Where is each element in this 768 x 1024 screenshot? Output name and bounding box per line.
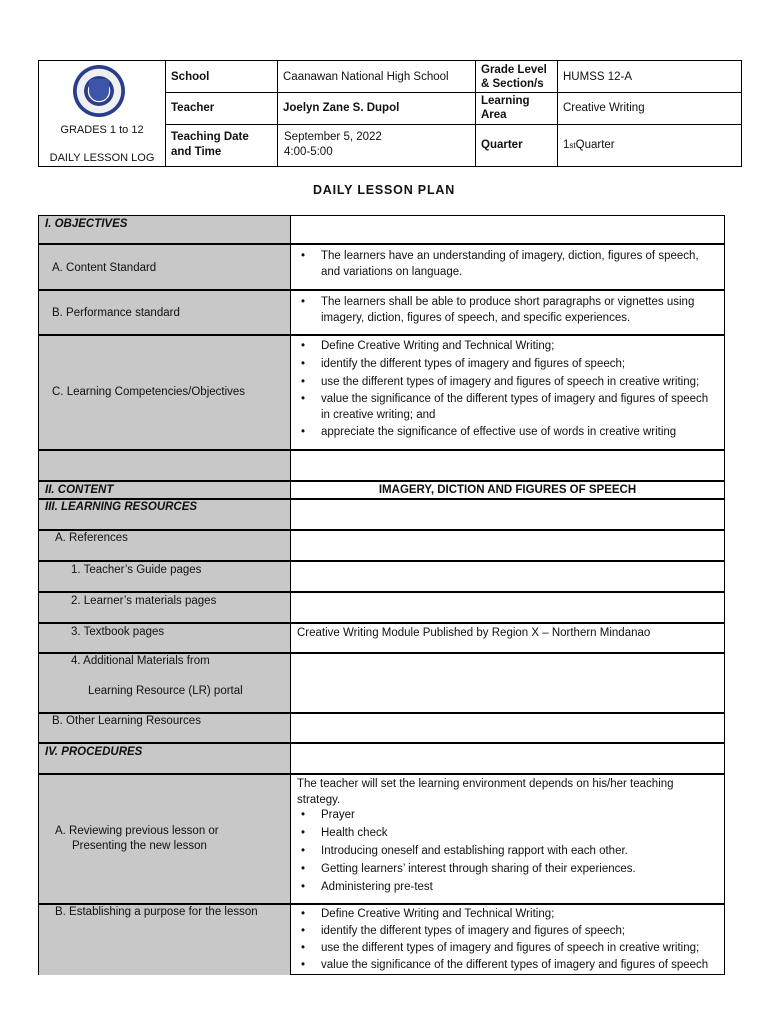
content-heading: II. CONTENT <box>45 484 114 496</box>
competency-item: • use the different types of imagery and figures of speech in creative writing; <box>299 373 716 391</box>
content-standard-label: A. Content Standard <box>52 262 157 274</box>
deped-seal-logo <box>73 65 125 117</box>
performance-standard-text: • The learners shall be able to produce short paragraphs or vignettes using imagery, diction, figures of speech, and specific experiences. <box>299 294 716 326</box>
teacher-label: Teacher <box>171 102 215 114</box>
resources-heading-row <box>38 499 725 530</box>
textbook-row <box>38 623 725 653</box>
procedure-item: • Prayer <box>299 807 716 823</box>
procedure-item: • Getting learners’ interest through sharing of their experiences. <box>299 861 716 877</box>
purpose-item: • Define Creative Writing and Technical Writing; <box>299 906 716 923</box>
establishing-purpose-row <box>38 904 725 975</box>
performance-standard-label: B. Performance standard <box>52 307 180 319</box>
content-row <box>38 481 725 499</box>
quarter-ordinal: st <box>569 140 576 150</box>
quarter-word: Quarter <box>575 139 615 151</box>
quarter-value <box>557 124 743 166</box>
additional-materials-label: 4. Additional Materials from <box>71 655 210 667</box>
purpose-item: • value the significance of the different types of imagery and figures of speech <box>299 957 716 974</box>
lr-portal-label: Learning Resource (LR) portal <box>88 685 243 697</box>
lesson-plan-table <box>38 215 725 975</box>
area-label: Learning Area <box>481 95 530 121</box>
header-table <box>38 60 742 167</box>
teachers-guide-row <box>38 561 725 592</box>
learners-materials-label: 2. Learner’s materials pages <box>71 595 217 607</box>
teaching-date: September 5, 2022 <box>284 131 382 143</box>
competencies-label: C. Learning Competencies/Objectives <box>52 386 246 398</box>
additional-materials-row <box>38 653 725 713</box>
other-resources-row <box>38 713 725 743</box>
procedures-heading: IV. PROCEDURES <box>45 746 143 758</box>
competency-item: • value the significance of the different types of imagery and figures of speech in creative writing; and <box>299 391 716 423</box>
log-grades: GRADES 1 to 12 <box>60 124 144 136</box>
competencies-row <box>38 335 725 450</box>
purpose-item: • use the different types of imagery and figures of speech in creative writing; <box>299 940 716 957</box>
textbook-value: Creative Writing Module Published by Region X – Northern Mindanao <box>297 627 651 639</box>
other-resources-label: B. Other Learning Resources <box>52 715 201 727</box>
procedure-item: • Introducing oneself and establishing rapport with each other. <box>299 843 716 859</box>
procedure-item: • Health check <box>299 825 716 841</box>
teachers-guide-label: 1. Teacher’s Guide pages <box>71 564 202 576</box>
learners-materials-row <box>38 592 725 623</box>
area-value: Creative Writing <box>563 102 645 114</box>
performance-standard-row <box>38 290 725 335</box>
reviewing-label: A. Reviewing previous lesson or <box>55 825 219 837</box>
grade-label: Grade Level & Section/s <box>481 63 547 90</box>
references-label: A. References <box>55 532 128 544</box>
log-title: DAILY LESSON LOG <box>49 152 155 164</box>
competency-item: • identify the different types of imagery and figures of speech; <box>299 355 716 373</box>
competency-item: • appreciate the significance of effective use of words in creative writing <box>299 423 716 441</box>
teacher-value: Joelyn Zane S. Dupol <box>283 102 400 114</box>
page-title: DAILY LESSON PLAN <box>312 183 456 197</box>
date-label: Teaching Date and Time <box>171 131 249 158</box>
procedure-intro: The teacher will set the learning environment depends on his/her teaching strategy. <box>297 778 674 806</box>
competency-item: • Define Creative Writing and Technical Writing; <box>299 337 716 355</box>
school-value: Caanawan National High School <box>283 70 449 83</box>
purpose-item: • identify the different types of imagery and figures of speech; <box>299 923 716 940</box>
school-label: School <box>171 70 210 83</box>
procedures-heading-row <box>38 743 725 774</box>
content-standard-text: • The learners have an understanding of imagery, diction, figures of speech, and variations on language. <box>299 248 716 280</box>
references-row <box>38 530 725 561</box>
presenting-label: Presenting the new lesson <box>72 840 207 852</box>
reviewing-lesson-row <box>38 774 725 904</box>
content-standard-row <box>38 244 725 290</box>
textbook-label: 3. Textbook pages <box>71 626 165 638</box>
date-value <box>284 130 382 160</box>
resources-heading: III. LEARNING RESOURCES <box>45 501 198 513</box>
empty-row <box>38 450 725 481</box>
teaching-time: 4:00-5:00 <box>284 146 333 158</box>
content-topic: IMAGERY, DICTION AND FIGURES OF SPEECH <box>378 484 637 496</box>
grade-value: HUMSS 12-A <box>563 70 633 83</box>
procedure-item: • Administering pre-test <box>299 879 716 895</box>
objectives-heading-row <box>38 215 725 244</box>
quarter-label: Quarter <box>481 139 523 151</box>
quarter-number: 1 <box>563 139 570 151</box>
objectives-heading: I. OBJECTIVES <box>45 218 128 230</box>
establishing-purpose-label: B. Establishing a purpose for the lesson <box>55 906 258 918</box>
